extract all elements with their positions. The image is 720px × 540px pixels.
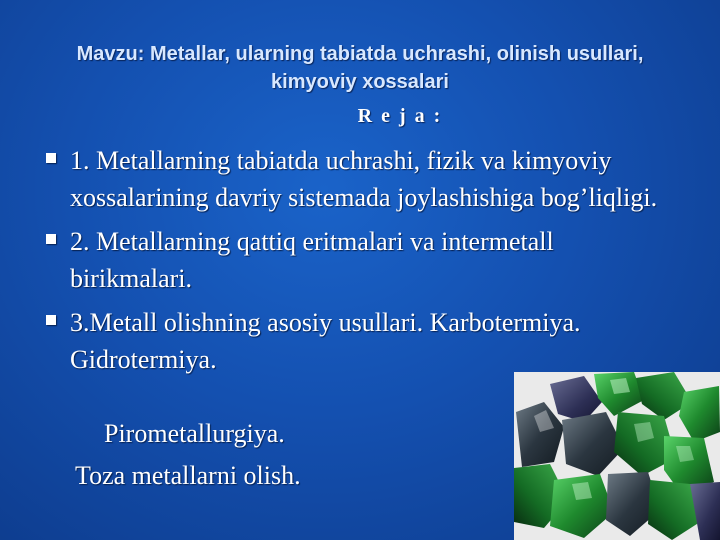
continuation-line: Pirometallurgiya. <box>104 419 285 448</box>
list-item <box>40 142 680 216</box>
slide-title: Mavzu: Metallar, ularning tabiatda uchrashi, olinish usullari, kimyoviy xossalari <box>76 43 644 93</box>
plan-heading: R e j a : <box>357 105 443 127</box>
bullet-list <box>40 142 680 385</box>
list-item-text: 3.Metall olishning asosiy usullari. Karbotermiya. Gidrotermiya. <box>70 308 581 374</box>
green-crystals-photo <box>514 372 720 540</box>
list-item <box>40 304 680 378</box>
square-bullet-icon <box>46 153 56 163</box>
list-item-text: 1. Metallarning tabiatda uchrashi, fizik va kimyoviy xossalarining davriy sistemada joylashishiga bog’liqligi. <box>70 146 658 212</box>
continuation-line: Toza metallarni olish. <box>75 461 301 490</box>
list-item-text: 2. Metallarning qattiq eritmalari va intermetall birikmalari. <box>70 227 554 293</box>
list-item <box>40 223 680 297</box>
square-bullet-icon <box>46 315 56 325</box>
square-bullet-icon <box>46 234 56 244</box>
